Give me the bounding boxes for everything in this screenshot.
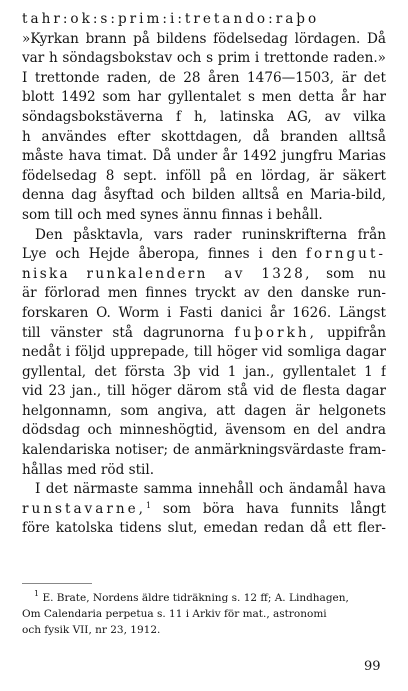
spaced-term: runstavarne, [22,500,146,517]
text-line [22,265,386,285]
text-line: före katolska tidens slut, emedan redan då ett fler- [22,520,386,537]
text-line: denna dag åsyftad och bilden alltså en Maria-bild, [22,187,386,204]
text-line: söndagsbokstäverna f h, latinska AG, av vilka [22,108,386,125]
text-line: är förlorad men finnes tryckt av den danske run- [22,285,386,302]
text-line: Den påsktavla, vars rader runinskrifterna från [35,226,386,243]
text-line: helgonnamn, som angiva, att dagen är helgonets [22,402,386,419]
footnote-text: E. Brate, Nordens äldre tidräkning s. 12 ff; A. Lindhagen, [42,592,349,604]
footnote-line: och fysik VII, nr 23, 1912. [22,624,161,636]
text-line [22,324,386,344]
text-line: kalendariska notiser; de anmärkningsvärdaste fram- [22,442,386,459]
text-fragment: till vänster stå dagrunorna [22,324,225,341]
spaced-term: forngut- [306,246,386,263]
runic-transcription-line: tahr:ok:s:prim:i:tretando:raþo [22,11,320,27]
text-line: som till och med synes ännu finnas i behåll. [22,206,323,223]
footnote-marker: 1 [34,590,40,598]
footnote [22,590,386,638]
text-fragment: som nu [326,265,386,282]
text-line: måste hava timat. Då under år 1492 jungfru Marias [22,148,386,165]
text-line: h användes efter skottdagen, då branden alltså [22,128,386,145]
text-line [22,500,386,520]
text-line: blott 1492 som har gyllentalet s men detta år har [22,89,386,106]
text-line: vid 23 jan., till höger därom stå vid de flesta dagar [22,383,386,400]
footnote-line: Om Calendaria perpetua s. 11 i Arkiv för mat., astronomi [22,608,327,620]
footnote-divider [22,583,92,584]
page-number: 99 [364,659,381,674]
text-line: var h söndagsbokstav och s prim i trettonde raden.» [22,50,386,67]
text-fragment: som böra hava funnits långt [162,500,386,517]
text-line: I trettonde raden, de 28 åren 1476—1503, är det [22,69,386,86]
text-line: födelsedag 8 sept. inföll på en lördag, är säkert [22,167,386,184]
text-line [22,245,386,265]
spaced-term: fuþorkh, [234,324,317,341]
text-fragment: uppifrån [327,324,386,341]
spaced-term: niska runkalendern av 1328, [22,265,312,282]
text-line: gyllental, det första 3þ vid 1 jan., gyllentalet 1 f [22,363,386,380]
text-line: forskaren O. Worm i Fasti danici år 1626. Längst [22,304,386,321]
text-line: nedåt i följd upprepade, till höger vid somliga dagar [22,344,386,361]
footnote-line [22,590,386,606]
body-text [22,10,386,539]
text-line: hållas med röd stil. [22,461,155,478]
text-line: dödsdag och minneshögtid, ävensom en del andra [22,422,386,439]
footnote-reference: 1 [145,500,152,510]
text-line: »Kyrkan brann på bildens födelsedag lördagen. Då [22,30,386,47]
text-line: I det närmaste samma innehåll och ändamål hava [35,481,386,498]
text-fragment: Lye och Hejde åberopa, finnes i den [22,246,298,263]
